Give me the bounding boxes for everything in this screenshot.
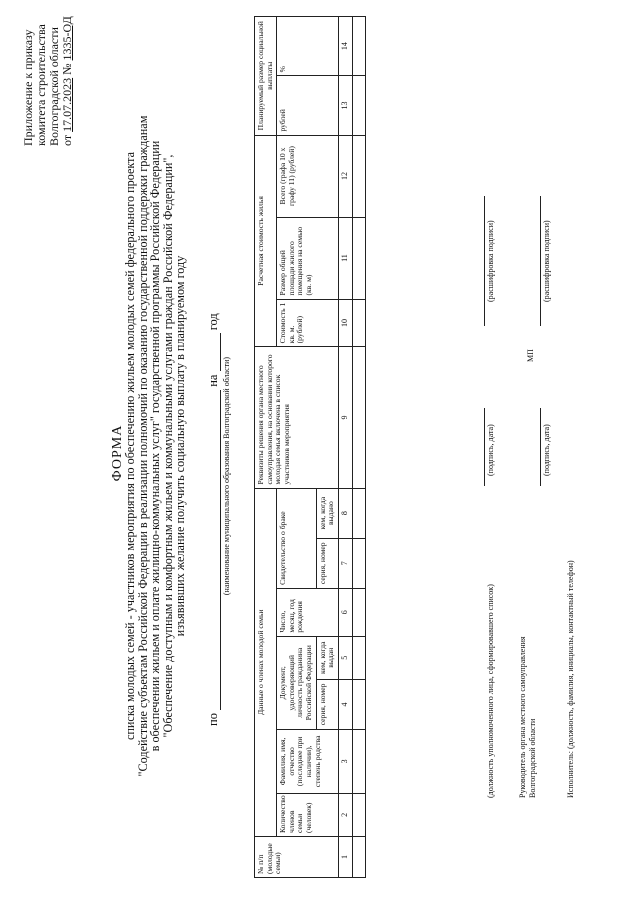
head-caption-line2: Волгоградской области bbox=[528, 718, 537, 798]
header-marriage-issued: кем, когда выдано bbox=[316, 488, 338, 538]
header-cost: Расчетная стоимость жилья bbox=[255, 135, 277, 347]
col-number: 2 bbox=[338, 793, 352, 836]
col-number: 5 bbox=[338, 636, 352, 679]
header-rub: рублей bbox=[277, 76, 339, 135]
col-number: 13 bbox=[338, 76, 352, 135]
signature-caption: (подпись, дата) bbox=[486, 424, 495, 476]
empty-cell bbox=[352, 217, 365, 299]
header-row-1 bbox=[255, 17, 277, 878]
approval-date-line bbox=[61, 6, 74, 146]
subtitle-line: "Содействие субъектам Российской Федерации в реализации полномочий по оказанию государственной поддержки гражданам bbox=[135, 115, 150, 777]
empty-cell bbox=[352, 538, 365, 588]
municipality-blank bbox=[208, 390, 221, 710]
header-cost-sqm: Стоимость 1 кв. м. (рублей) bbox=[277, 299, 339, 347]
po-label: по bbox=[206, 713, 220, 726]
signature-line bbox=[484, 408, 485, 486]
god-label: год bbox=[206, 313, 220, 331]
year-blank bbox=[208, 333, 221, 371]
approval-block bbox=[22, 6, 74, 146]
header-total: Всего (графа 10 х графу 11) (рублей) bbox=[277, 135, 339, 217]
subtitle-line: "Обеспечение доступным и комфортным жильем и коммунальными услугами граждан Российской Федерации", bbox=[160, 154, 175, 738]
decode-caption: (расшифровка подписи) bbox=[486, 220, 495, 302]
col-number: 11 bbox=[338, 217, 352, 299]
authorized-person-caption: (должность уполномоченного лица, сформировавшего список) bbox=[486, 584, 495, 798]
col-number: 1 bbox=[338, 837, 352, 878]
signature-caption: (подпись, дата) bbox=[542, 424, 551, 476]
empty-cell bbox=[352, 17, 365, 76]
decode-line bbox=[484, 196, 485, 326]
empty-cell bbox=[352, 837, 365, 878]
approval-line: Приложение к приказу bbox=[21, 29, 35, 146]
col-number: 7 bbox=[338, 538, 352, 588]
empty-cell bbox=[352, 76, 365, 135]
header-doc-series: серия, номер bbox=[316, 679, 338, 729]
empty-cell bbox=[352, 793, 365, 836]
empty-cell bbox=[352, 588, 365, 636]
header-pct: % bbox=[277, 17, 339, 76]
column-number-row bbox=[338, 17, 352, 878]
stamp-mark: МП bbox=[526, 349, 535, 362]
header-members: Данные о членах молодой семьи bbox=[255, 488, 277, 836]
header-marriage-series: серия, номер bbox=[316, 538, 338, 588]
header-num: № п/п (молодые семьи) bbox=[255, 837, 339, 878]
subtitle-line: в обеспечении жильем и оплате жилищно-коммунальных услуг" государственной программы Российской Федерации bbox=[148, 140, 163, 752]
header-birth: Число, месяц, год рождения bbox=[277, 588, 339, 636]
signature-line bbox=[540, 408, 541, 486]
empty-cell bbox=[352, 347, 365, 488]
col-number: 4 bbox=[338, 679, 352, 729]
col-number: 8 bbox=[338, 488, 352, 538]
empty-cell bbox=[352, 488, 365, 538]
header-count: Количество членов семьи (человек) bbox=[277, 793, 339, 836]
approval-line: комитета строительства bbox=[34, 24, 48, 146]
header-doc: Документ, удостоверяющий личность гражданина Российской Федерации bbox=[277, 636, 316, 729]
subtitle-line: списка молодых семей - участников мероприятия по обеспечению жильем молодых семей федерального проекта bbox=[123, 151, 137, 741]
po-line bbox=[206, 126, 221, 726]
col-number: 6 bbox=[338, 588, 352, 636]
approval-prefix: от bbox=[60, 131, 74, 146]
approval-date: 17.07.2023 bbox=[60, 77, 74, 132]
empty-cell bbox=[352, 135, 365, 217]
col-number: 10 bbox=[338, 299, 352, 347]
families-table bbox=[254, 16, 366, 878]
approval-line: Волгоградской области bbox=[47, 27, 61, 146]
header-area: Размер общей площади жилого помещения на семью (кв. м) bbox=[277, 217, 339, 299]
empty-cell bbox=[352, 679, 365, 729]
header-payment: Планируемый размер социальной выплаты bbox=[255, 17, 277, 136]
col-number: 14 bbox=[338, 17, 352, 76]
empty-cell bbox=[352, 636, 365, 679]
empty-cell bbox=[352, 299, 365, 347]
subtitle-line: изъявивших желание получить социальную выплату в планируемом году bbox=[173, 255, 188, 637]
head-caption-line1: Руководитель органа местного самоуправления bbox=[518, 636, 527, 798]
municipality-caption: (наименование муниципального образования Волгоградской области) bbox=[222, 356, 231, 596]
header-decision: Реквизиты решения органа местного самоуправления, на основании которого молодая семья включена в список участников мероприятия bbox=[255, 347, 339, 488]
approval-number-sign: № bbox=[60, 60, 74, 78]
empty-cell bbox=[352, 729, 365, 793]
empty-data-row bbox=[352, 17, 365, 878]
header-marriage: Свидетельство о браке bbox=[277, 488, 316, 588]
header-doc-issued: кем, когда выдан bbox=[316, 636, 338, 679]
col-number: 9 bbox=[338, 347, 352, 488]
na-label: на bbox=[206, 374, 220, 387]
header-fio: Фамилия, имя, отчество (последнее при наличии), степень родства bbox=[277, 729, 339, 793]
decode-line bbox=[540, 196, 541, 326]
form-subtitle bbox=[124, 86, 187, 806]
form-title: ФОРМА bbox=[110, 424, 125, 482]
executor-caption: Исполнитель: (должность, фамилия, инициалы, контактный телефон) bbox=[566, 560, 575, 798]
col-number: 3 bbox=[338, 729, 352, 793]
decode-caption: (расшифровка подписи) bbox=[542, 220, 551, 302]
col-number: 12 bbox=[338, 135, 352, 217]
approval-number: 1335-ОД bbox=[60, 16, 74, 61]
